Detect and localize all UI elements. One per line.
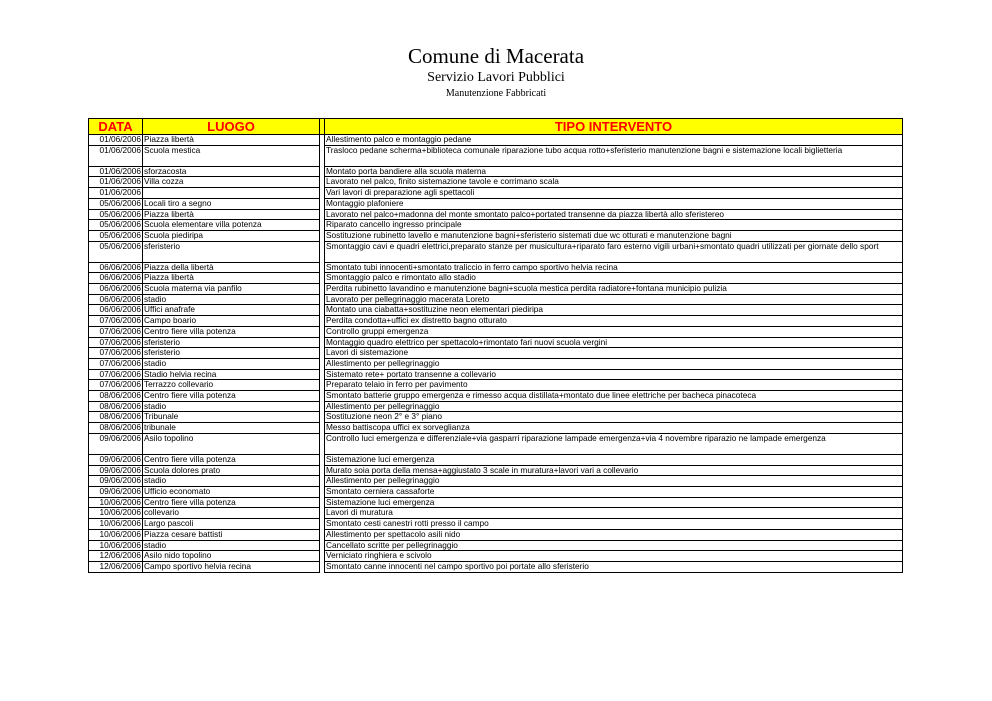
cell-luogo: stadio [143, 540, 320, 551]
cell-date: 10/06/2006 [89, 497, 143, 508]
cell-tipo: Allestimento per pellegrinaggio [325, 358, 903, 369]
table-row [89, 273, 903, 284]
cell-luogo: Scuola mestica [143, 145, 320, 166]
cell-date: 12/06/2006 [89, 551, 143, 562]
table-row [89, 326, 903, 337]
table-row [89, 241, 903, 262]
table-row [89, 401, 903, 412]
page-title: Comune di Macerata [407, 44, 585, 68]
cell-date: 05/06/2006 [89, 209, 143, 220]
cell-tipo: Preparato telaio in ferro per pavimento [325, 380, 903, 391]
cell-luogo: Campo sportivo helvia recina [143, 561, 320, 572]
cell-date: 09/06/2006 [89, 465, 143, 476]
cell-luogo: sferisterio [143, 241, 320, 262]
cell-tipo: Sostituzione rubinetto lavello e manutenzione bagni+sferisterio sistemati due wc otturati e manutenzione bagni [325, 230, 903, 241]
table-row [89, 486, 903, 497]
cell-luogo: Centro fiere villa potenza [143, 326, 320, 337]
table-row [89, 284, 903, 295]
cell-tipo: Sostituzione neon 2° e 3° piano [325, 412, 903, 423]
cell-date: 07/06/2006 [89, 337, 143, 348]
cell-date: 10/06/2006 [89, 529, 143, 540]
cell-date: 12/06/2006 [89, 561, 143, 572]
cell-date: 05/06/2006 [89, 230, 143, 241]
table-row [89, 209, 903, 220]
cell-luogo: Ufficio economato [143, 486, 320, 497]
table-row [89, 508, 903, 519]
cell-date: 06/06/2006 [89, 294, 143, 305]
cell-luogo: Scuola dolores prato [143, 465, 320, 476]
table-row [89, 348, 903, 359]
cell-tipo: Lavorato per pellegrinaggio macerata Loreto [325, 294, 903, 305]
cell-date: 08/06/2006 [89, 401, 143, 412]
page-section: Manutenzione Fabbricati [445, 88, 547, 99]
cell-luogo: Scuola piediripa [143, 230, 320, 241]
cell-luogo: Tribunale [143, 412, 320, 423]
cell-luogo: Scuola materna via panfilo [143, 284, 320, 295]
cell-date: 09/06/2006 [89, 476, 143, 487]
table-row [89, 454, 903, 465]
cell-date: 01/06/2006 [89, 188, 143, 199]
cell-date: 08/06/2006 [89, 412, 143, 423]
cell-luogo: Stadio helvia recina [143, 369, 320, 380]
cell-luogo: Piazza della libertà [143, 262, 320, 273]
table-row [89, 198, 903, 209]
cell-tipo: Trasloco pedane scherma+biblioteca comunale riparazione tubo acqua rotto+sferisterio manutenzione bagni e sistemazione locali biglietteria [325, 145, 903, 166]
cell-date: 08/06/2006 [89, 423, 143, 434]
table-row [89, 465, 903, 476]
cell-date: 06/06/2006 [89, 284, 143, 295]
cell-date: 10/06/2006 [89, 519, 143, 530]
cell-luogo: Asilo topolino [143, 433, 320, 454]
cell-luogo: Asilo nido topolino [143, 551, 320, 562]
cell-tipo: Cancellato scritte per pellegrinaggio [325, 540, 903, 551]
table-row [89, 305, 903, 316]
cell-date: 05/06/2006 [89, 220, 143, 231]
cell-date: 10/06/2006 [89, 540, 143, 551]
cell-luogo: Centro fiere villa potenza [143, 454, 320, 465]
cell-luogo: Centro fiere villa potenza [143, 391, 320, 402]
table-row [89, 497, 903, 508]
cell-date: 09/06/2006 [89, 454, 143, 465]
column-header-tipo: TIPO INTERVENTO [325, 119, 903, 135]
cell-luogo: sferisterio [143, 348, 320, 359]
table-row [89, 358, 903, 369]
cell-tipo: Vari lavori di preparazione agli spettacoli [325, 188, 903, 199]
cell-luogo: Piazza libertà [143, 273, 320, 284]
cell-luogo: Villa cozza [143, 177, 320, 188]
interventions-table [88, 118, 903, 573]
cell-date: 07/06/2006 [89, 316, 143, 327]
cell-date: 01/06/2006 [89, 145, 143, 166]
cell-luogo: tribunale [143, 423, 320, 434]
cell-date: 05/06/2006 [89, 198, 143, 209]
cell-luogo: Piazza libertà [143, 135, 320, 146]
cell-tipo: Allestimento palco e montaggio pedane [325, 135, 903, 146]
cell-tipo: Messo battiscopa uffici ex sorveglianza [325, 423, 903, 434]
cell-tipo: Smontato tubi innocenti+smontato traliccio in ferro campo sportivo helvia recina [325, 262, 903, 273]
cell-luogo: Campo boario [143, 316, 320, 327]
cell-tipo: Smontato canne innocenti nel campo sportivo poi portate allo sferisterio [325, 561, 903, 572]
cell-tipo: Murato soia porta della mensa+aggiustato 3 scale in muratura+lavori vari a collevario [325, 465, 903, 476]
cell-tipo: Sistemazione luci emergenza [325, 497, 903, 508]
cell-luogo: Uffici anafrafe [143, 305, 320, 316]
table-row [89, 433, 903, 454]
cell-date: 10/06/2006 [89, 508, 143, 519]
cell-date: 07/06/2006 [89, 369, 143, 380]
cell-date: 09/06/2006 [89, 486, 143, 497]
table-row [89, 177, 903, 188]
cell-tipo: Sistemato rete+ portato transenne a collevario [325, 369, 903, 380]
cell-tipo: Riparato cancello ingresso principale [325, 220, 903, 231]
cell-date: 06/06/2006 [89, 262, 143, 273]
cell-tipo: Smontaggio cavi e quadri elettrici,preparato stanze per musicultura+riparato faro esterno vigili urbani+smontato quadri utilizzati per giornate dello sport [325, 241, 903, 262]
cell-tipo: Smontato batterie gruppo emergenza e rimesso acqua distillata+montato due linee elettriche per bacheca pinacoteca [325, 391, 903, 402]
table-row [89, 166, 903, 177]
cell-date: 01/06/2006 [89, 135, 143, 146]
table-row [89, 337, 903, 348]
table-row [89, 391, 903, 402]
cell-tipo: Perdita condotta+uffici ex distretto bagno otturato [325, 316, 903, 327]
cell-luogo: Centro fiere villa potenza [143, 497, 320, 508]
cell-date: 07/06/2006 [89, 380, 143, 391]
cell-tipo: Montato porta bandiere alla scuola materna [325, 166, 903, 177]
cell-tipo: Sistemazione luci emergenza [325, 454, 903, 465]
cell-luogo: Piazza cesare battisti [143, 529, 320, 540]
table-row [89, 561, 903, 572]
table-row [89, 135, 903, 146]
cell-tipo: Montato una ciabatta+sostituzine neon elementari piediripa [325, 305, 903, 316]
table-row [89, 380, 903, 391]
table-row [89, 262, 903, 273]
table-row [89, 145, 903, 166]
table-header-row [89, 119, 903, 135]
column-header-luogo: LUOGO [143, 119, 320, 135]
cell-date: 01/06/2006 [89, 166, 143, 177]
table-row [89, 529, 903, 540]
table-row [89, 316, 903, 327]
cell-luogo: Terrazzo collevario [143, 380, 320, 391]
cell-tipo: Allestimento per pellegrinaggio [325, 476, 903, 487]
cell-tipo: Verniciato ringhiera e scivolo [325, 551, 903, 562]
cell-tipo: Lavori di sistemazione [325, 348, 903, 359]
cell-tipo: Montaggio quadro elettrico per spettacolo+rimontato fari nuovi scuola vergini [325, 337, 903, 348]
cell-date: 08/06/2006 [89, 391, 143, 402]
cell-tipo: Lavorato nel palco+madonna del monte smontato palco+portated transenne da piazza libertà allo sferistereo [325, 209, 903, 220]
table-row [89, 369, 903, 380]
cell-date: 07/06/2006 [89, 326, 143, 337]
table-row [89, 551, 903, 562]
cell-date: 01/06/2006 [89, 177, 143, 188]
cell-tipo: Smontaggio palco e rimontato allo stadio [325, 273, 903, 284]
cell-luogo: Piazza libertà [143, 209, 320, 220]
cell-tipo: Smontato cesti canestri rotti presso il campo [325, 519, 903, 530]
cell-luogo: Scuola elementare villa potenza [143, 220, 320, 231]
table-body [89, 135, 903, 573]
cell-luogo: Locali tiro a segno [143, 198, 320, 209]
cell-luogo: stadio [143, 358, 320, 369]
page-subtitle: Servizio Lavori Pubblici [427, 70, 565, 85]
cell-luogo: stadio [143, 401, 320, 412]
cell-tipo: Perdita rubinetto lavandino e manutenzione bagni+scuola mestica perdita radiatore+fontana municipio pulizia [325, 284, 903, 295]
cell-tipo: Allestimento per spettacolo asili nido [325, 529, 903, 540]
table-row [89, 423, 903, 434]
cell-tipo: Controllo gruppi emergenza [325, 326, 903, 337]
cell-date: 05/06/2006 [89, 241, 143, 262]
column-header-data: DATA [89, 119, 143, 135]
cell-date: 06/06/2006 [89, 273, 143, 284]
cell-tipo: Lavori di muratura [325, 508, 903, 519]
cell-date: 07/06/2006 [89, 348, 143, 359]
table-row [89, 230, 903, 241]
cell-luogo: sferisterio [143, 337, 320, 348]
table-row [89, 294, 903, 305]
table-row [89, 188, 903, 199]
cell-luogo: collevario [143, 508, 320, 519]
table-row [89, 476, 903, 487]
cell-luogo: Largo pascoli [143, 519, 320, 530]
cell-luogo: sforzacosta [143, 166, 320, 177]
table-row [89, 220, 903, 231]
table-row [89, 412, 903, 423]
cell-date: 06/06/2006 [89, 305, 143, 316]
cell-tipo: Smontato cerniera cassaforte [325, 486, 903, 497]
cell-tipo: Controllo luci emergenza e differenziale+via gasparri riparazione lampade emergenza+via 4 novembre riparazio ne lampade emergenza [325, 433, 903, 454]
cell-luogo: stadio [143, 476, 320, 487]
cell-luogo: stadio [143, 294, 320, 305]
cell-luogo [143, 188, 320, 199]
table-row [89, 519, 903, 530]
cell-tipo: Lavorato nel palco, finito sistemazione tavole e corrimano scala [325, 177, 903, 188]
cell-tipo: Allestimento per pellegrinaggio [325, 401, 903, 412]
cell-date: 09/06/2006 [89, 433, 143, 454]
cell-tipo: Montaggio plafoniere [325, 198, 903, 209]
table-row [89, 540, 903, 551]
cell-date: 07/06/2006 [89, 358, 143, 369]
